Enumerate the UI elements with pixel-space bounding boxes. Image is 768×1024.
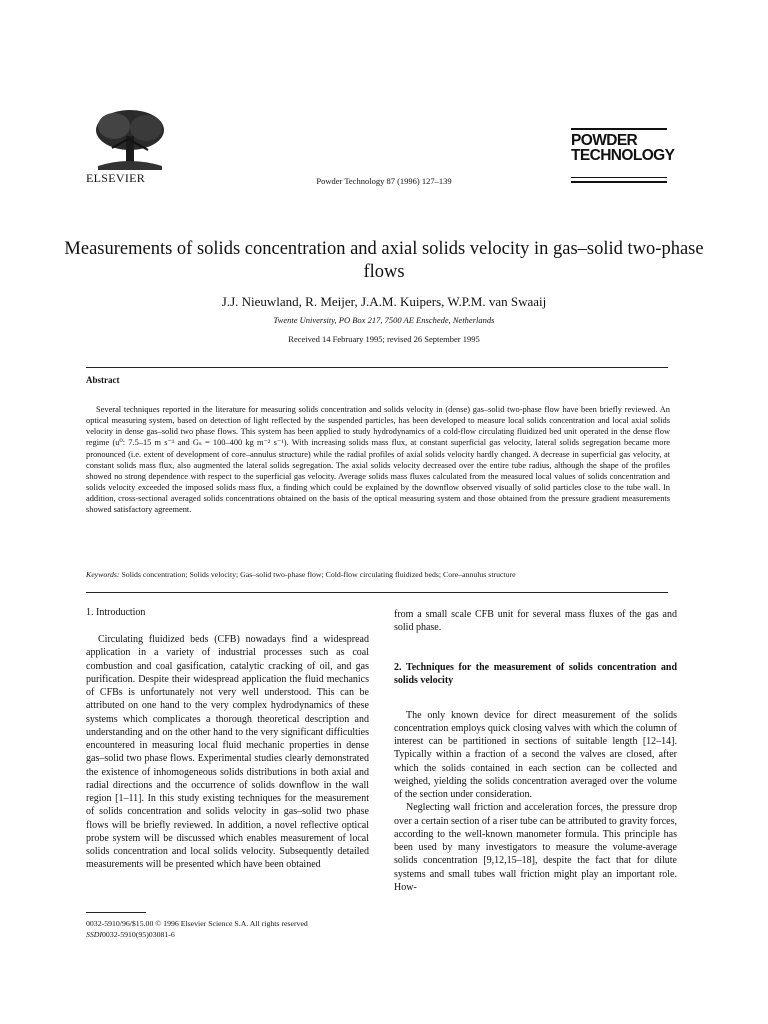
footer	[86, 919, 308, 940]
section1-continued: from a small scale CFB unit for several mass fluxes of the gas and solid phase.	[394, 609, 677, 634]
masthead-rule-bottom-thick	[571, 181, 667, 183]
author-list: J.J. Nieuwland, R. Meijer, J.A.M. Kuipers, W.P.M. van Swaaij	[221, 294, 547, 309]
journal-title-line2: TECHNOLOGY	[571, 147, 675, 164]
section2-heading: 2. Techniques for the measurement of solids concentration and solids velocity	[394, 661, 677, 686]
article-title: Measurements of solids concentration and axial solids velocity in gas–solid two-phase flows	[64, 239, 704, 282]
masthead-rule-top	[571, 128, 667, 130]
section2-paragraph1: The only known device for direct measurement of the solids concentration employs quick closing valves with which the column of interest can be partitioned in sections of suitable length [12–14]. Typically within a fraction of a second the valves are closed, after which the solids contained in each section can be collected and weighed, yielding the solids concentration averaged over the volume of the section under consideration.	[394, 709, 677, 800]
abstract-bottom-rule	[86, 592, 668, 593]
keywords-text: Solids concentration; Solids velocity; Gas–solid two-phase flow; Cold-flow circulating fluidized beds; Core–annulus structure	[121, 570, 516, 579]
ssdi-line	[86, 930, 308, 941]
left-column	[86, 633, 369, 872]
masthead-rule-bottom-thin	[571, 177, 667, 178]
ssdi-label: SSDI	[86, 929, 103, 939]
section1-paragraph: Circulating fluidized beds (CFB) nowadays find a widespread application in a variety of industrial processes such as coal combustion and coal gasification, catalytic cracking of oil, and gas purification. Despite their widespread application the fluid mechanics of CFBs is unfortunately not very well understood. This can be attributed on one hand to the very complex hydrodynamics of these systems which complicates a thorough theoretical description and understanding and on the other hand to the very significant difficulties encountered in measuring local fluid mechanic properties in dense gas–solid two phase flows. Experimental studies clearly demonstrated the existence of inhomogeneous solids distributions in both axial and radial directions and the occurrence of solids downflow in the wall region [1–11]. In this study existing techniques for the measurement of solids concentration and solids velocity in gas–solid two phase flows will be briefly reviewed. In addition, a novel reflective optical probe system will be discussed which enables measurement of local solids concentration and local solids velocity. Subsequently detailed measurements will be presented which have been obtained	[86, 634, 369, 871]
section1-heading: 1. Introduction	[86, 607, 146, 618]
right-column	[394, 608, 677, 894]
journal-reference: Powder Technology 87 (1996) 127–139	[316, 176, 452, 186]
received-dates: Received 14 February 1995; revised 26 September 1995	[288, 334, 480, 344]
keywords-label: Keywords:	[86, 570, 120, 579]
footer-rule	[86, 912, 146, 913]
abstract-top-rule	[86, 367, 668, 368]
elsevier-tree-logo	[92, 108, 168, 170]
abstract-heading: Abstract	[86, 375, 120, 385]
journal-title-line1: POWDER	[571, 132, 638, 149]
abstract-text: Several techniques reported in the literature for measuring solids concentration and solids velocity in (dense) gas–solid two-phase flow have been briefly reviewed. An optical measuring system, based on detection of light reflected by the suspended particles, has been developed to measure local solids concentration and local axial solids velocity in dense gas–solid two phase flows. This system has been applied to study hydrodynamics of a cold-flow circulating fluidized bed unit operated in the dense flow regime (u⁰: 7.5–15 m s⁻¹ and Gₛ = 100–400 kg m⁻² s⁻¹). With increasing solids mass flux, at constant superficial gas velocity, lateral solids segregation became more pronounced (i.e. extent of development of core–annulus structure) while the radial profiles of axial solids velocity hardly changed. A decrease in superficial gas velocity, at constant solids mass flux, also augmented the lateral solids segregation. The axial solids velocity decreased over the entire tube radius, although the shape of the profiles showed no strong dependence with respect to the superficial gas velocity. Average solids mass fluxes calculated from the measured local values of solids concentration and solids velocity exceeded the imposed solids mass flux, a finding which could be explained by the downflow observed visually of solid particles close to the tube wall. In addition, cross-sectional averaged solids concentrations obtained on the basis of the optical measuring system and those obtained from the pressure gradient measurements showed satisfactory agreement.	[86, 405, 670, 515]
keywords-line	[86, 570, 670, 579]
ssdi-code: 0032-5910(95)03081-6	[102, 929, 175, 939]
publisher-name: ELSEVIER	[86, 171, 146, 185]
copyright-line: 0032-5910/96/$15.00 © 1996 Elsevier Science S.A. All rights reserved	[86, 919, 308, 928]
section2-paragraph2: Neglecting wall friction and acceleration forces, the pressure drop over a certain section of a riser tube can be attributed to gravity forces, according to the well-known manometer formula. This principle has been used by many investigators to measure the volume-average solids concentration [9,12,15–18], despite the fact that for dilute systems and small tubes wall friction might play an important role. How-	[394, 802, 677, 893]
affiliation: Twente University, PO Box 217, 7500 AE Enschede, Netherlands	[273, 315, 495, 325]
